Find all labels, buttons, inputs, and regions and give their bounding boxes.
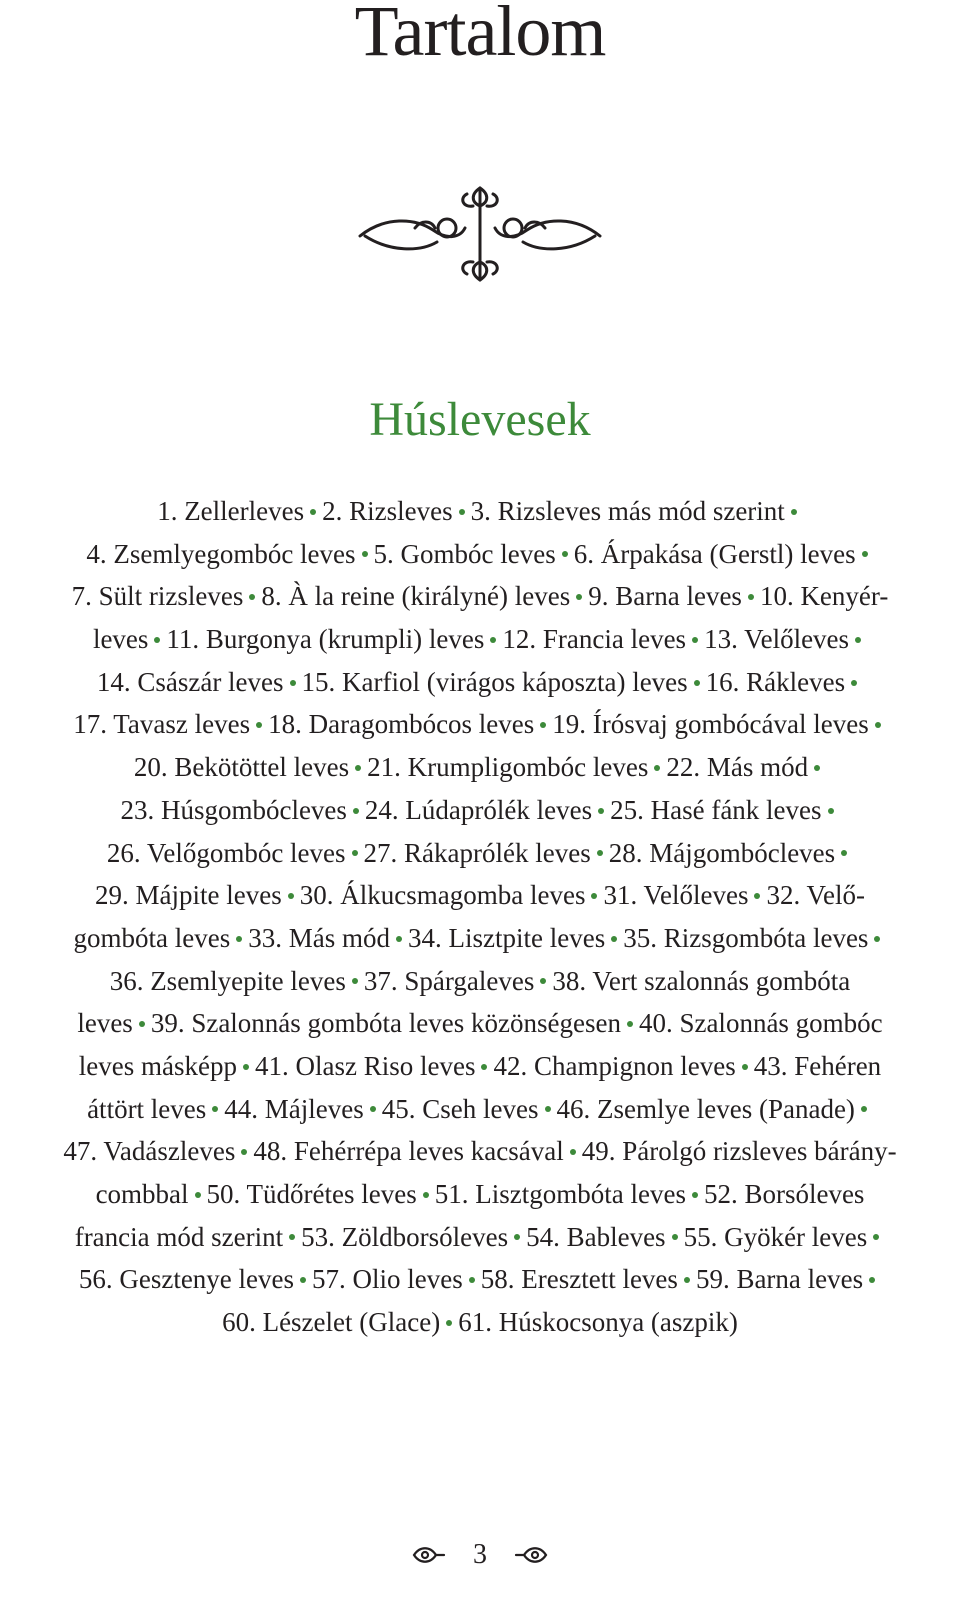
- leaf-flourish-icon: [514, 1540, 550, 1570]
- separator-dot: [352, 978, 358, 984]
- toc-entry: 18. Daragombócos leves: [268, 709, 535, 740]
- separator-dot: [861, 1106, 867, 1112]
- toc-line: [0, 1258, 960, 1301]
- toc-line: [0, 832, 960, 875]
- toc-entry: 56. Gesztenye leves: [78, 1264, 295, 1295]
- separator-dot: [469, 1277, 475, 1283]
- separator-dot: [754, 893, 760, 899]
- toc-entry: 11. Burgonya (krumpli) leves: [166, 624, 485, 655]
- toc-line: [0, 1002, 960, 1045]
- toc-entry: 12. Francia leves: [502, 624, 687, 655]
- toc-entry: 31. Velőleves: [603, 880, 749, 911]
- toc-line: [0, 703, 960, 746]
- page-title: Tartalom: [354, 0, 606, 71]
- toc-entry: 16. Rákleves: [705, 666, 846, 697]
- separator-dot: [154, 637, 160, 643]
- separator-dot: [828, 808, 834, 814]
- separator-dot: [591, 893, 597, 899]
- toc-entry: 26. Velőgombóc leves: [106, 837, 346, 868]
- toc-entry: 42. Champignon leves: [493, 1050, 736, 1081]
- toc-line: [0, 1216, 960, 1259]
- separator-dot: [875, 722, 881, 728]
- separator-dot: [396, 936, 402, 942]
- separator-dot: [545, 1106, 551, 1112]
- separator-dot: [212, 1106, 218, 1112]
- separator-dot: [243, 1064, 249, 1070]
- toc-entry: 50. Tüdőrétes leves: [206, 1179, 417, 1209]
- toc-line: [0, 575, 960, 618]
- page-number: 3: [473, 1538, 487, 1570]
- separator-dot: [562, 551, 568, 557]
- separator-dot: [570, 1149, 576, 1155]
- separator-dot: [855, 637, 861, 643]
- toc-entry: francia mód szerint: [74, 1221, 284, 1252]
- toc-entry: leves: [92, 624, 149, 655]
- toc-entry: 60. Lészelet (Glace): [222, 1307, 441, 1338]
- toc-line: [0, 917, 960, 960]
- toc-entry: 2. Rizsleves: [322, 496, 453, 526]
- toc-entry: 22. Más mód: [666, 752, 809, 783]
- separator-dot: [300, 1277, 306, 1283]
- separator-dot: [540, 978, 546, 984]
- toc-entry: 6. Árpakása (Gerstl) leves: [573, 538, 856, 569]
- separator-dot: [540, 722, 546, 728]
- separator-dot: [791, 509, 797, 515]
- toc-entry: 7. Sült rizsleves: [71, 581, 244, 612]
- toc-entry: 52. Borsóleves: [703, 1179, 865, 1209]
- separator-dot: [814, 765, 820, 771]
- toc-line: [0, 874, 960, 917]
- toc-entry: 48. Fehérrépa leves kacsával: [253, 1136, 564, 1167]
- separator-dot: [241, 1149, 247, 1155]
- separator-dot: [355, 765, 361, 771]
- toc-entry: 46. Zsemlye leves (Panade): [556, 1093, 855, 1124]
- separator-dot: [290, 680, 296, 686]
- toc-entry: 45. Cseh leves: [381, 1093, 539, 1124]
- toc-entry: 14. Császár leves: [96, 666, 284, 697]
- separator-dot: [289, 1234, 295, 1240]
- toc-line: [0, 618, 960, 661]
- toc-entry: 54. Bableves: [526, 1221, 666, 1252]
- separator-dot: [692, 637, 698, 643]
- toc-entry: 8. À la reine (királyné) leves: [261, 581, 571, 612]
- separator-dot: [249, 594, 255, 600]
- separator-dot: [862, 551, 868, 557]
- toc-entry: 33. Más mód: [248, 922, 391, 953]
- toc-entry: 17. Tavasz leves: [73, 709, 251, 740]
- toc-entry: 41. Olasz Riso leves: [255, 1050, 476, 1081]
- toc-entry: 37. Spárgaleves: [363, 965, 535, 996]
- separator-dot: [611, 936, 617, 942]
- section-heading: Húslevesek: [369, 393, 591, 446]
- toc-entry: 40. Szalonnás gombóc: [638, 1008, 883, 1039]
- separator-dot: [694, 680, 700, 686]
- toc-entry: 39. Szalonnás gombóta leves közönségesen: [150, 1008, 621, 1039]
- toc-entry: 61. Húskocsonya (aszpik): [458, 1307, 738, 1338]
- separator-dot: [597, 850, 603, 856]
- toc-entry: 3. Rizsleves más mód szerint: [470, 496, 785, 526]
- toc-entry: 49. Párolgó rizsleves bárány-: [581, 1136, 897, 1167]
- toc-entry: 10. Kenyér-: [759, 581, 889, 612]
- separator-dot: [423, 1192, 429, 1198]
- toc-entry: 32. Velő-: [766, 880, 865, 911]
- separator-dot: [684, 1277, 690, 1283]
- separator-dot: [869, 1277, 875, 1283]
- separator-dot: [256, 722, 262, 728]
- toc-entry: 5. Gombóc leves: [373, 538, 556, 569]
- toc-entry: 1. Zellerleves: [157, 496, 305, 526]
- toc-line: [0, 960, 960, 1003]
- toc-line: [0, 1130, 960, 1173]
- separator-dot: [672, 1234, 678, 1240]
- toc-line: [0, 533, 960, 576]
- toc-entry: gombóta leves: [73, 922, 231, 953]
- separator-dot: [874, 936, 880, 942]
- toc-entry: 59. Barna leves: [695, 1264, 864, 1295]
- toc-entry: 35. Rizsgombóta leves: [623, 922, 869, 953]
- toc-entry: 9. Barna leves: [588, 581, 742, 612]
- toc-entry: 58. Eresztett leves: [480, 1264, 678, 1295]
- toc-entry: áttört leves: [87, 1093, 207, 1124]
- toc-entry: 47. Vadászleves: [63, 1136, 236, 1167]
- toc-entry: 28. Májgombócleves: [608, 837, 836, 868]
- separator-dot: [446, 1320, 452, 1326]
- toc-line: [0, 661, 960, 704]
- table-of-contents: [0, 490, 960, 1344]
- toc-entry: 55. Gyökér leves: [683, 1221, 868, 1252]
- toc-entry: 36. Zsemlyepite leves: [109, 965, 346, 996]
- separator-dot: [748, 594, 754, 600]
- separator-dot: [195, 1192, 201, 1198]
- toc-entry: 27. Rákaprólék leves: [363, 837, 591, 868]
- page-footer: [0, 1528, 960, 1578]
- toc-entry: 29. Májpite leves: [95, 880, 282, 911]
- toc-line: [0, 789, 960, 832]
- separator-dot: [598, 808, 604, 814]
- separator-dot: [841, 850, 847, 856]
- toc-entry: combbal: [95, 1179, 189, 1209]
- toc-entry: 15. Karfiol (virágos káposzta) leves: [301, 666, 688, 697]
- separator-dot: [627, 1021, 633, 1027]
- toc-entry: 53. Zöldborsóleves: [301, 1221, 509, 1252]
- toc-entry: 34. Lisztpite leves: [408, 922, 606, 953]
- separator-dot: [514, 1234, 520, 1240]
- flourish-ornament-icon: [355, 180, 605, 290]
- toc-entry: leves: [77, 1008, 133, 1039]
- toc-entry: 20. Bekötöttel leves: [133, 752, 350, 783]
- toc-entry: 4. Zsemlyegombóc leves: [86, 538, 356, 569]
- separator-dot: [873, 1234, 879, 1240]
- toc-entry: 43. Fehéren: [753, 1050, 882, 1081]
- toc-entry: 19. Írósvaj gombócával leves: [552, 709, 869, 740]
- toc-line: [0, 1173, 960, 1216]
- separator-dot: [692, 1192, 698, 1198]
- toc-entry: leves másképp: [78, 1050, 237, 1081]
- toc-entry: 23. Húsgombócleves: [120, 794, 347, 825]
- separator-dot: [352, 850, 358, 856]
- toc-entry: 13. Velőleves: [704, 624, 850, 655]
- toc-line: [0, 1301, 960, 1344]
- toc-line: [0, 1045, 960, 1088]
- toc-entry: 30. Álkucsmagomba leves: [299, 880, 586, 911]
- toc-entry: 25. Hasé fánk leves: [610, 794, 822, 825]
- separator-dot: [310, 509, 316, 515]
- leaf-flourish-icon: [410, 1540, 446, 1570]
- separator-dot: [288, 893, 294, 899]
- toc-entry: 38. Vert szalonnás gombóta: [552, 965, 851, 996]
- separator-dot: [236, 936, 242, 942]
- toc-entry: 57. Olio leves: [312, 1264, 463, 1295]
- toc-line: [0, 1088, 960, 1131]
- separator-dot: [576, 594, 582, 600]
- toc-entry: 21. Krumpligombóc leves: [367, 752, 649, 783]
- separator-dot: [459, 509, 465, 515]
- toc-line: [0, 746, 960, 789]
- toc-entry: 51. Lisztgombóta leves: [434, 1179, 686, 1209]
- separator-dot: [139, 1021, 145, 1027]
- separator-dot: [490, 637, 496, 643]
- separator-dot: [481, 1064, 487, 1070]
- separator-dot: [353, 808, 359, 814]
- separator-dot: [654, 765, 660, 771]
- toc-line: [0, 490, 960, 533]
- separator-dot: [742, 1064, 748, 1070]
- separator-dot: [370, 1106, 376, 1112]
- separator-dot: [851, 680, 857, 686]
- toc-entry: 44. Májleves: [224, 1093, 364, 1124]
- toc-entry: 24. Lúdaprólék leves: [364, 794, 593, 825]
- separator-dot: [362, 551, 368, 557]
